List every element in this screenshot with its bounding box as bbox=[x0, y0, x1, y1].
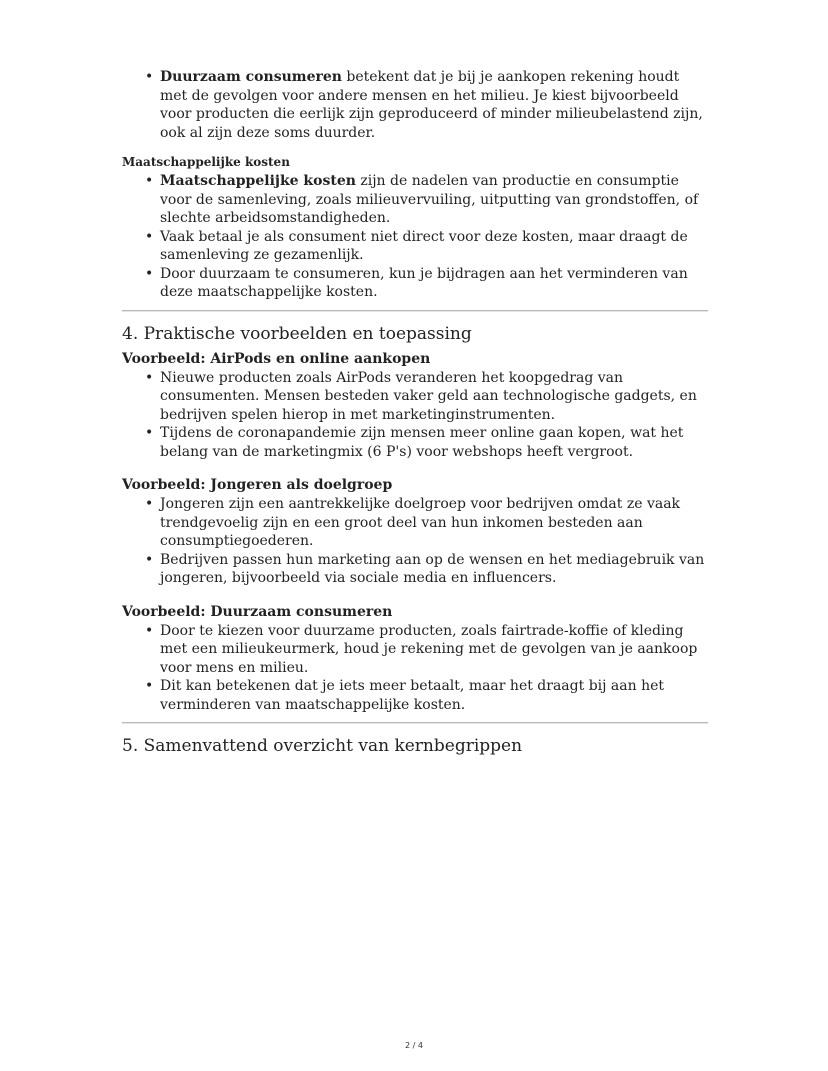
bullet-list-duurzaam bbox=[122, 68, 708, 142]
list-item: • Vaak betaal je als consument niet direct voor deze kosten, maar draagt de samenleving ze gezamenlijk. bbox=[160, 228, 708, 265]
page-content bbox=[122, 68, 708, 762]
list-item: • Bedrijven passen hun marketing aan op de wensen en het mediagebruik van jongeren, bijvoorbeeld via sociale media en influencers. bbox=[160, 551, 708, 588]
list-item: • Dit kan betekenen dat je iets meer betaalt, maar het draagt bij aan het verminderen van maatschappelijke kosten. bbox=[160, 677, 708, 714]
section-divider bbox=[122, 722, 708, 724]
list-item: • Door duurzaam te consumeren, kun je bijdragen aan het verminderen van deze maatschappelijke kosten. bbox=[160, 265, 708, 302]
section-title-4: 4. Praktische voorbeelden en toepassing bbox=[122, 323, 472, 344]
list-item bbox=[160, 68, 708, 142]
list-item bbox=[160, 172, 708, 228]
bullet-list-jongeren bbox=[122, 495, 708, 588]
section-title-5: 5. Samenvattend overzicht van kernbegrippen bbox=[122, 736, 523, 756]
term-bold: Maatschappelijke kosten bbox=[160, 173, 356, 189]
bullet-list-airpods bbox=[122, 369, 708, 462]
bullet-list-duurzaam-voorbeeld bbox=[122, 622, 708, 715]
list-item: • Door te kiezen voor duurzame producten, zoals fairtrade-koffie of kleding met een milieukeurmerk, houd je rekening met de gevolgen van je aankoop voor mens en milieu. bbox=[160, 622, 708, 678]
list-item: • Jongeren zijn een aantrekkelijke doelgroep voor bedrijven omdat ze vaak trendgevoelig zijn en een groot deel van hun inkomen besteden aan consumptiegoederen. bbox=[160, 495, 708, 551]
subheading-maatschappelijke-kosten: Maatschappelijke kosten bbox=[122, 155, 290, 169]
list-item: • Tijdens de coronapandemie zijn mensen meer online gaan kopen, wat het belang van de marketingmix (6 P's) voor webshops heeft vergroot. bbox=[160, 424, 708, 461]
page-number: 2 / 4 bbox=[405, 1041, 423, 1050]
bullet-list-maatschappelijk bbox=[122, 172, 708, 302]
example-heading-airpods: Voorbeeld: AirPods en online aankopen bbox=[122, 350, 431, 367]
term-definition: zijn de nadelen van productie en consumptie voor de samenleving, zoals milieuvervuiling, uitputting van grondstoffen, of slechte arbeidsomstandigheden. bbox=[160, 173, 699, 226]
example-heading-jongeren: Voorbeeld: Jongeren als doelgroep bbox=[122, 477, 393, 493]
term-bold: Duurzaam consumeren bbox=[160, 69, 342, 85]
section-divider bbox=[122, 310, 708, 312]
term-definition: betekent dat je bij je aankopen rekening houdt met de gevolgen voor andere mensen en het milieu. Je kiest bijvoorbeeld voor producten die eerlijk zijn geproduceerd of minder milieubelastend zijn, ook al zijn deze soms duurder. bbox=[160, 69, 703, 141]
example-heading-duurzaam: Voorbeeld: Duurzaam consumeren bbox=[122, 603, 393, 620]
list-item: • Nieuwe producten zoals AirPods veranderen het koopgedrag van consumenten. Mensen besteden vaker geld aan technologische gadgets, en bedrijven spelen hierop in met marketinginstrumenten. bbox=[160, 369, 708, 425]
